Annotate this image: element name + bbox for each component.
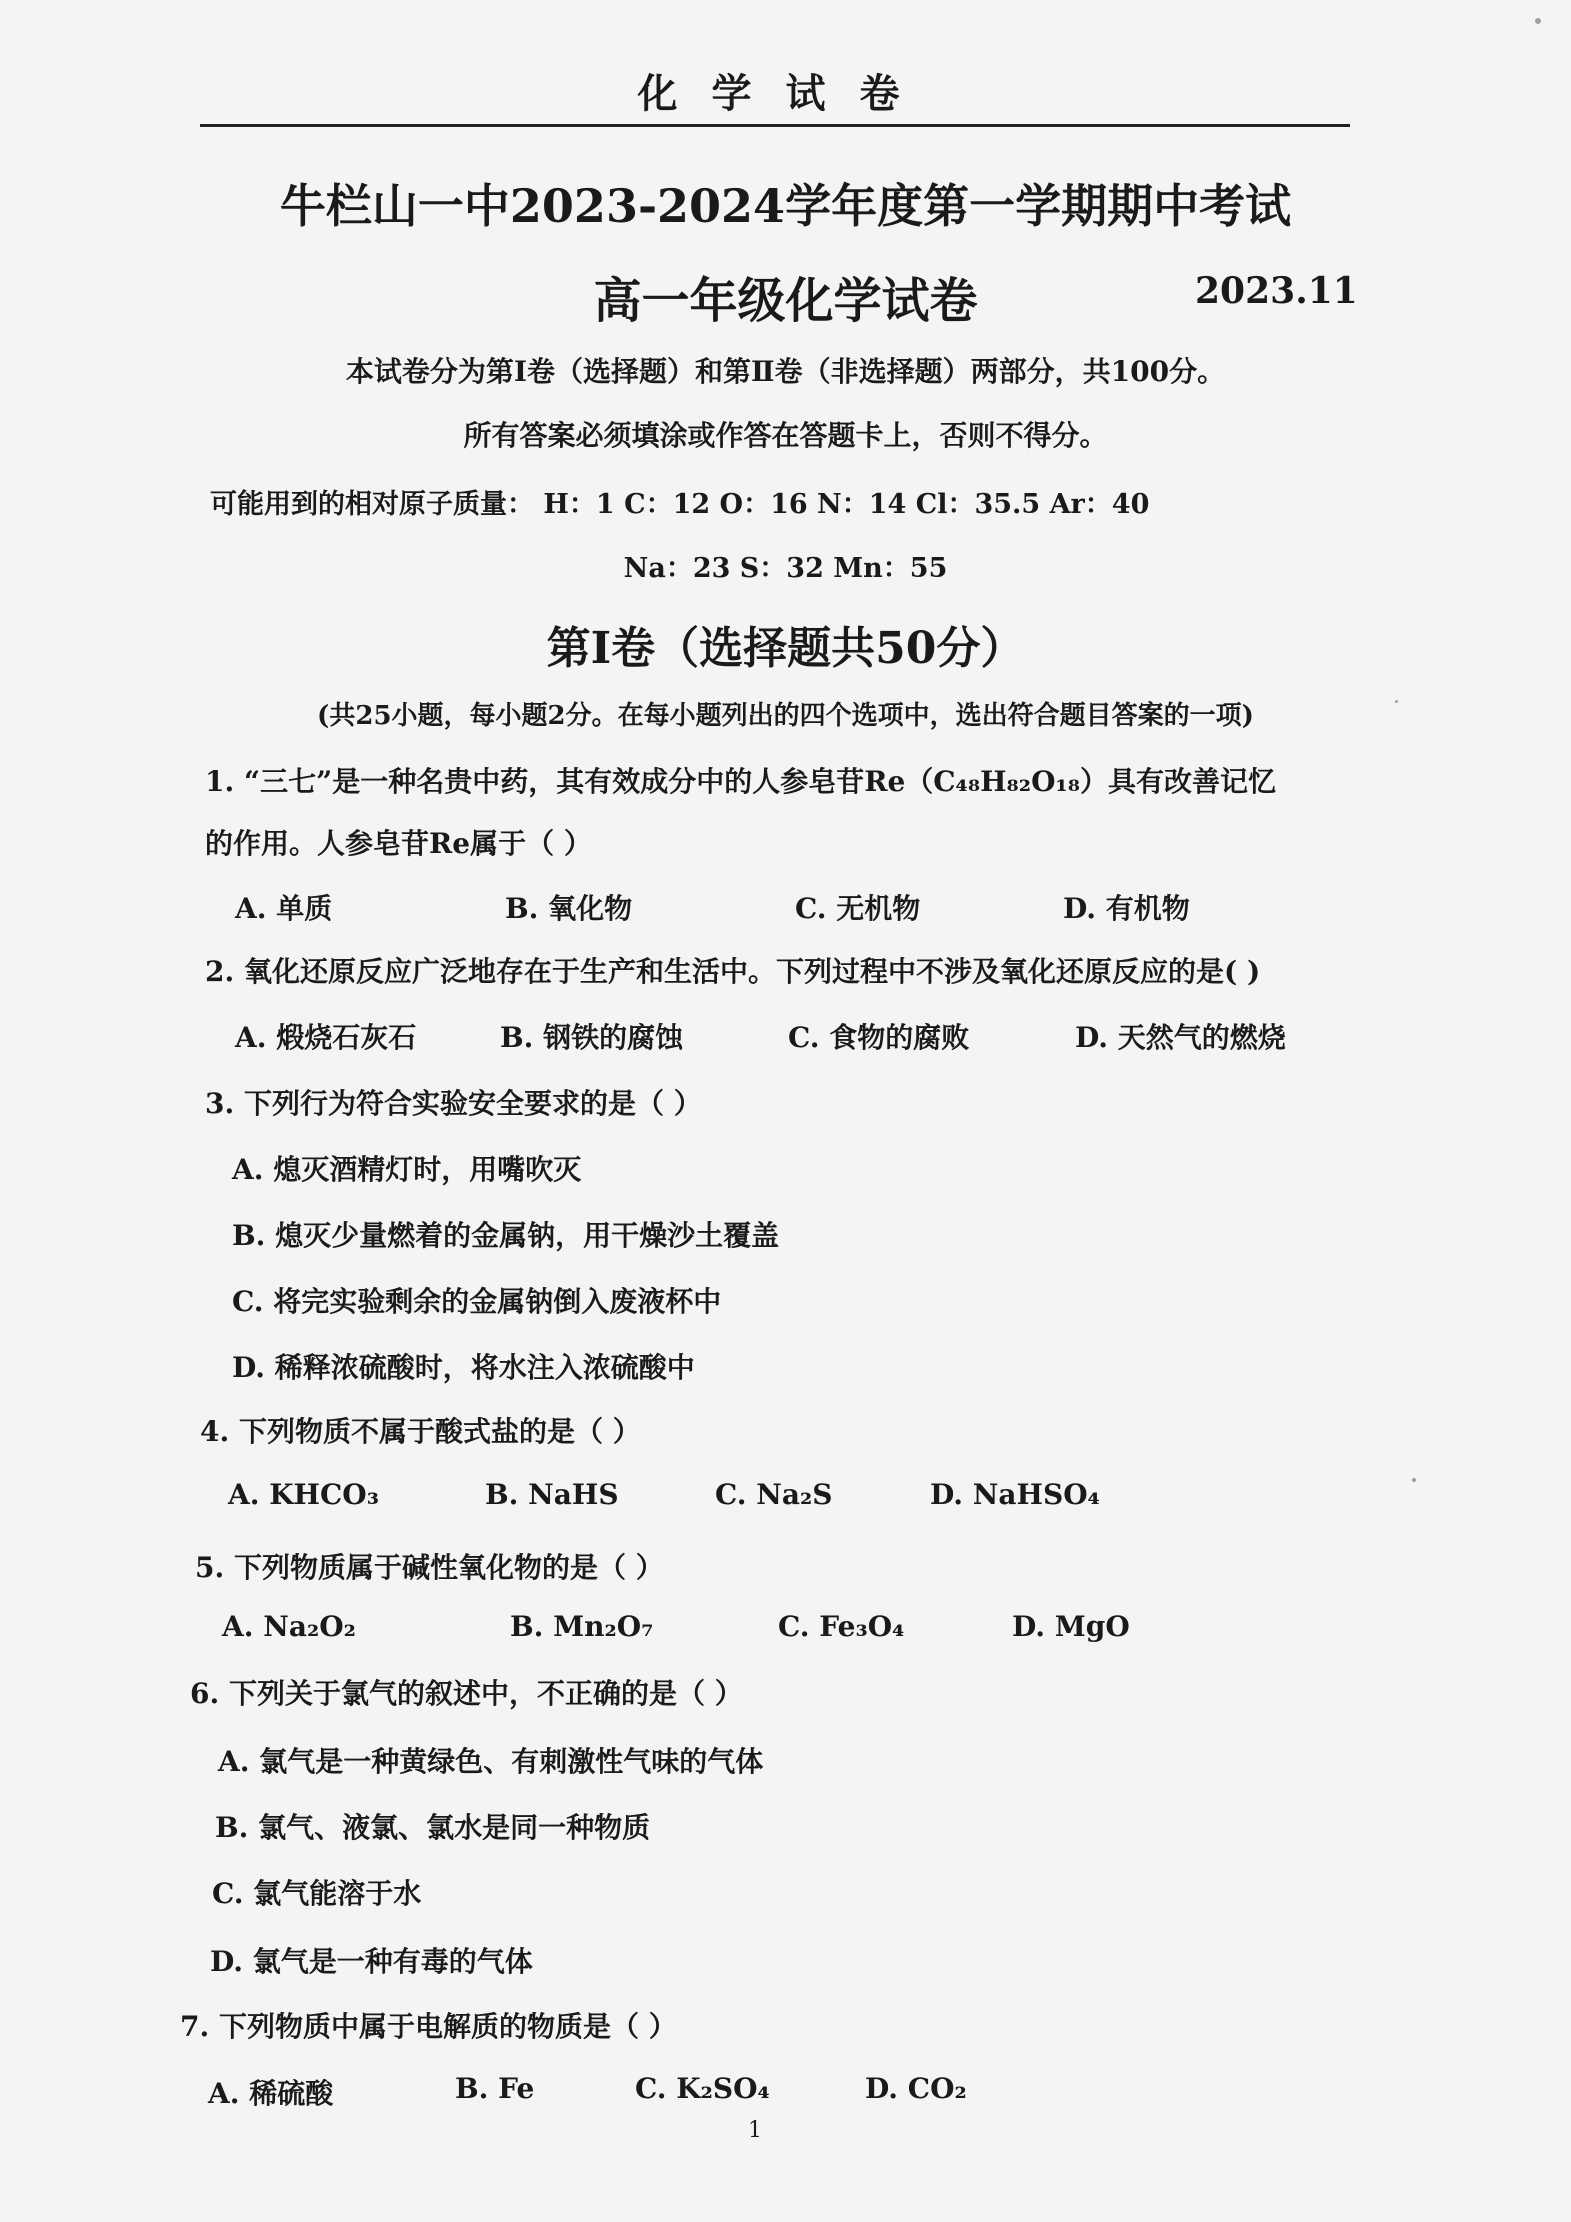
question-stem: 6. 下列关于氯气的叙述中，不正确的是（ ） (190, 1677, 743, 1710)
question-option: C. Na₂S (715, 1478, 833, 1511)
scan-speck (1412, 1478, 1416, 1482)
question-stem: 4. 下列物质不属于酸式盐的是（ ） (200, 1415, 641, 1448)
question-option: D. 天然气的燃烧 (1075, 1021, 1286, 1054)
question-option: A. 煅烧石灰石 (235, 1021, 417, 1054)
atomic-mass-line-1: 可能用到的相对原子质量： H：1 C：12 O：16 N：14 Cl：35.5 Ar：40 (210, 489, 1150, 520)
page-number: 1 (748, 2118, 762, 2143)
question-option: A. 单质 (235, 892, 333, 925)
page-header: 化学试卷 (637, 70, 934, 117)
question-stem: 5. 下列物质属于碱性氧化物的是（ ） (195, 1551, 664, 1584)
question-option: A. 氯气是一种黄绿色、有刺激性气味的气体 (218, 1745, 764, 1778)
question-option: C. Fe₃O₄ (778, 1610, 905, 1643)
exam-intro-1: 本试卷分为第Ⅰ卷（选择题）和第Ⅱ卷（非选择题）两部分，共100分。 (345, 355, 1226, 388)
question-option: B. 熄灭少量燃着的金属钠，用干燥沙土覆盖 (232, 1219, 780, 1252)
header-rule (200, 124, 1350, 127)
question-option: B. 钢铁的腐蚀 (500, 1021, 684, 1054)
exam-intro-2: 所有答案必须填涂或作答在答题卡上，否则不得分。 (463, 419, 1108, 452)
section-title: 第Ⅰ卷（选择题共50分） (546, 623, 1025, 674)
scan-speck (1535, 18, 1541, 24)
question-option: C. 无机物 (795, 892, 921, 925)
question-stem: 7. 下列物质中属于电解质的物质是（ ） (180, 2010, 677, 2043)
question-option: D. 氯气是一种有毒的气体 (210, 1945, 533, 1978)
question-stem: 3. 下列行为符合实验安全要求的是（ ） (205, 1087, 702, 1120)
question-option: B. NaHS (485, 1478, 619, 1511)
question-option: A. KHCO₃ (228, 1478, 379, 1511)
question-option: C. K₂SO₄ (635, 2072, 770, 2105)
question-option: B. 氧化物 (505, 892, 633, 925)
question-option: C. 食物的腐败 (788, 1021, 970, 1054)
question-option: D. MgO (1012, 1610, 1130, 1643)
question-option: C. 将完实验剩余的金属钠倒入废液杯中 (232, 1285, 722, 1318)
question-option: D. 稀释浓硫酸时，将水注入浓硫酸中 (232, 1351, 695, 1384)
question-option: D. NaHSO₄ (930, 1478, 1100, 1511)
question-option: B. Mn₂O₇ (510, 1610, 654, 1643)
question-stem-continued: 的作用。人参皂苷Re属于（ ） (205, 827, 592, 860)
question-option: A. Na₂O₂ (222, 1610, 356, 1643)
question-option: D. 有机物 (1063, 892, 1190, 925)
question-option: D. CO₂ (865, 2072, 967, 2105)
atomic-mass-line-2: Na：23 S：32 Mn：55 (623, 553, 948, 584)
question-option: A. 熄灭酒精灯时，用嘴吹灭 (232, 1153, 582, 1186)
exam-grade-title: 高一年级化学试卷 (593, 273, 978, 329)
question-option: B. Fe (455, 2072, 535, 2105)
question-stem: 1. “三七”是一种名贵中药，其有效成分中的人参皂苷Re（C₄₈H₈₂O₁₈）具有改善记忆 (205, 765, 1276, 798)
scan-speck (1395, 700, 1398, 703)
exam-date: 2023.11 (1195, 270, 1358, 312)
question-option: C. 氯气能溶于水 (212, 1877, 422, 1910)
question-stem: 2. 氧化还原反应广泛地存在于生产和生活中。下列过程中不涉及氧化还原反应的是( ) (205, 955, 1261, 988)
question-option: A. 稀硫酸 (208, 2077, 334, 2110)
exam-school-title: 牛栏山一中2023-2024学年度第一学期期中考试 (279, 179, 1292, 233)
question-option: B. 氯气、液氯、氯水是同一种物质 (215, 1811, 651, 1844)
section-instruction: (共25小题，每小题2分。在每小题列出的四个选项中，选出符合题目答案的一项) (317, 701, 1254, 731)
